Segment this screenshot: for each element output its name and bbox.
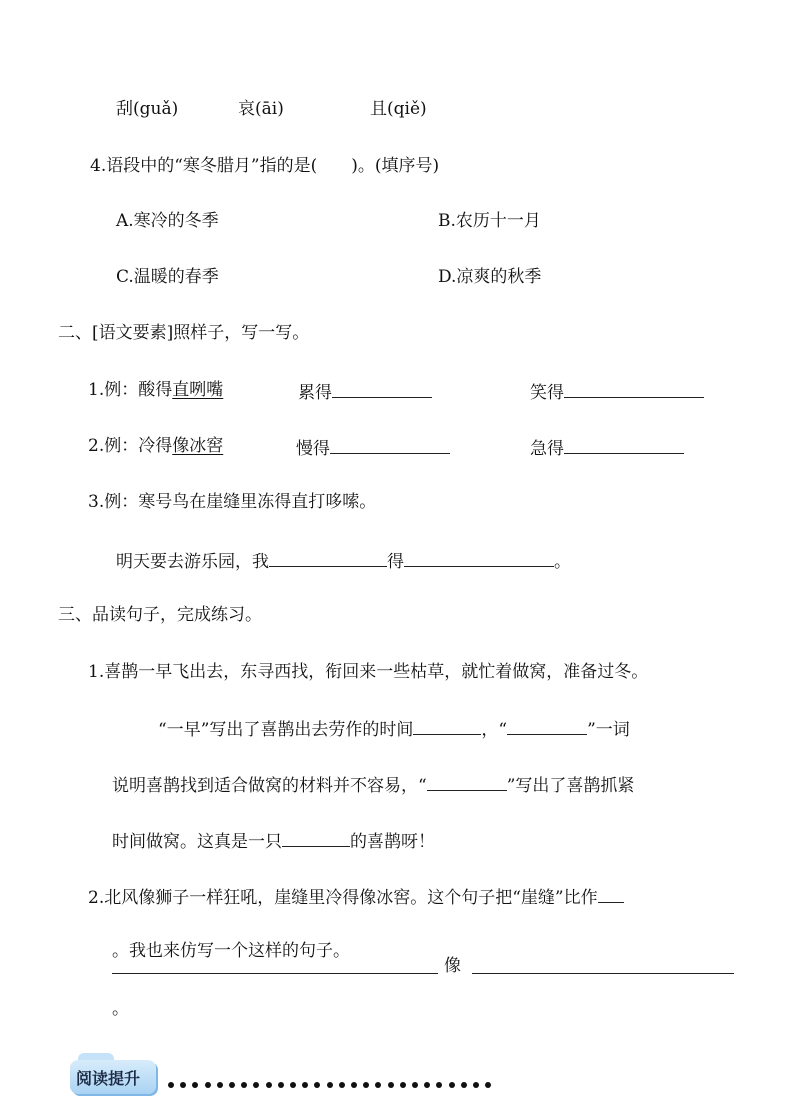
q1-line-2-a: 说明喜鹊找到适合做窝的材料并不容易，“	[112, 776, 427, 796]
q2-line-1-text: 2.北风像狮子一样狂吼，崖缝里冷得像冰窖。这个句子把“崖缝”比作	[88, 888, 598, 908]
divider-dot	[436, 1082, 442, 1088]
example-2	[88, 435, 223, 457]
option-c: C.温暖的春季	[116, 267, 219, 287]
divider-dot	[314, 1082, 320, 1088]
divider-dot	[290, 1082, 296, 1088]
fill-2a	[296, 435, 450, 460]
option-a: A.寒冷的冬季	[116, 211, 219, 231]
divider-dot	[363, 1082, 369, 1088]
divider-dot	[473, 1082, 479, 1088]
divider-dot	[400, 1082, 406, 1088]
q1-line-3-a: 时间做窝。这真是一只	[112, 832, 282, 852]
fill-1a	[298, 379, 432, 404]
divider-dot	[266, 1082, 272, 1088]
fill-1b-word: 笑得	[530, 383, 564, 403]
option-d: D.凉爽的秋季	[438, 267, 542, 287]
question-4-stem: 4.语段中的“寒冬腊月”指的是( )。(填序号)	[90, 156, 440, 176]
q2-line-2: 。我也来仿写一个这样的句子。	[112, 941, 350, 961]
option-b: B.农历十一月	[438, 211, 541, 231]
fill-2b-word: 急得	[530, 439, 564, 459]
q2-end: 。	[112, 999, 129, 1019]
example-1-prefix: 1.例：酸得	[88, 380, 173, 400]
q1-line-2	[112, 772, 634, 797]
example-3: 3.例：寒号鸟在崖缝里冻得直打哆嗦。	[88, 492, 377, 512]
answer-blank[interactable]	[598, 884, 624, 903]
answer-blank[interactable]	[404, 548, 554, 567]
divider-dot	[424, 1082, 430, 1088]
divider-dot	[217, 1082, 223, 1088]
divider-dot	[339, 1082, 345, 1088]
fill-3	[116, 548, 571, 573]
q2-mid-word: 像	[444, 956, 461, 976]
example-2-answer: 像冰窖	[172, 436, 224, 456]
q1-line-1	[158, 716, 630, 741]
q1-line-3	[112, 828, 435, 853]
divider-dot	[205, 1082, 211, 1088]
answer-blank[interactable]	[282, 828, 350, 847]
answer-line[interactable]	[112, 973, 438, 974]
example-2-prefix: 2.例：冷得	[88, 436, 173, 456]
answer-blank[interactable]	[564, 379, 704, 398]
divider-dot	[327, 1082, 333, 1088]
q1-line-3-b: 的喜鹊呀！	[350, 832, 435, 852]
divider-dot	[241, 1082, 247, 1088]
q1-line-2-b: ”写出了喜鹊抓紧	[506, 776, 635, 796]
fill-3-text-a: 明天要去游乐园，我	[116, 552, 269, 572]
fill-3-end: 。	[554, 552, 571, 572]
divider-dot	[302, 1082, 308, 1088]
divider-dot	[168, 1082, 174, 1088]
divider-dot	[388, 1082, 394, 1088]
divider-dot	[278, 1082, 284, 1088]
fill-2a-word: 慢得	[296, 439, 330, 459]
divider-dot	[412, 1082, 418, 1088]
pinyin-item: 哀(āi)	[238, 99, 284, 119]
q1-line-1-c: ”一词	[587, 720, 630, 740]
answer-blank[interactable]	[413, 716, 481, 735]
divider-dot	[180, 1082, 186, 1088]
q2-line-1	[88, 884, 624, 909]
section-2-title: 二、[语文要素]照样子，写一写。	[58, 323, 310, 343]
q1-line-1-b: ，“	[481, 720, 508, 740]
answer-blank[interactable]	[427, 772, 507, 791]
fill-1b	[530, 379, 704, 404]
pinyin-item: 且(qiě)	[370, 99, 427, 119]
example-1	[88, 379, 223, 401]
divider-dot	[192, 1082, 198, 1088]
answer-blank[interactable]	[507, 716, 587, 735]
badge-label: 阅读提升	[76, 1069, 141, 1088]
example-1-answer: 直咧嘴	[172, 380, 224, 400]
divider-dot	[229, 1082, 235, 1088]
divider-dot	[485, 1082, 491, 1088]
fill-1a-word: 累得	[298, 383, 332, 403]
divider-dot	[253, 1082, 259, 1088]
section-3-title: 三、品读句子，完成练习。	[58, 605, 262, 625]
divider-dot	[461, 1082, 467, 1088]
divider-dot	[351, 1082, 357, 1088]
pinyin-item: 刮(guǎ)	[116, 99, 179, 119]
answer-blank[interactable]	[269, 548, 387, 567]
q1-sentence: 1.喜鹊一早飞出去，东寻西找，衔回来一些枯草，就忙着做窝，准备过冬。	[88, 662, 649, 682]
fill-2b	[530, 435, 684, 460]
divider-dot	[449, 1082, 455, 1088]
answer-blank[interactable]	[332, 379, 432, 398]
answer-blank[interactable]	[330, 435, 450, 454]
answer-blank[interactable]	[564, 435, 684, 454]
divider-dot	[375, 1082, 381, 1088]
q1-line-1-a: “一早”写出了喜鹊出去劳作的时间	[158, 720, 414, 740]
answer-line[interactable]	[472, 973, 734, 974]
fill-3-text-b: 得	[387, 552, 404, 572]
